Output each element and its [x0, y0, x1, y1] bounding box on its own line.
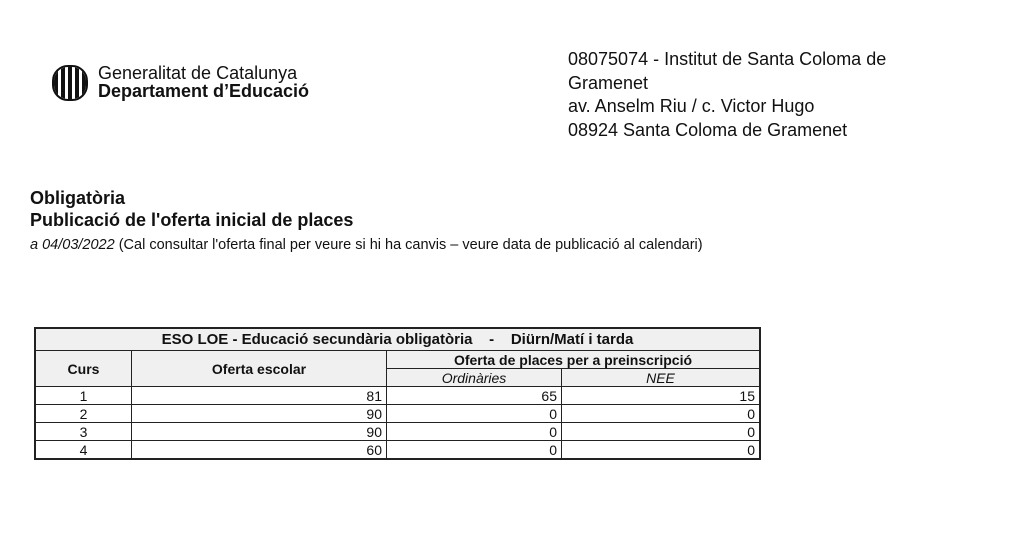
- page-title: [30, 187, 353, 231]
- cell: 0: [562, 405, 761, 423]
- subtitle: [30, 237, 703, 253]
- title-line1: Obligatòria: [30, 188, 126, 208]
- table-title: ESO LOE - Educació secundària obligatòria - Diürn/Matí i tarda: [35, 328, 760, 351]
- cell: 0: [387, 405, 562, 423]
- col-oferta: Oferta escolar: [132, 351, 387, 387]
- department-name: Departament d’Educació: [98, 81, 310, 101]
- generalitat-emblem-icon: [52, 65, 88, 101]
- cell: 65: [387, 387, 562, 405]
- org-name: Generalitat de Catalunya: [98, 63, 298, 83]
- table-row: [35, 423, 760, 441]
- cell: 0: [387, 423, 562, 441]
- cell: 2: [35, 405, 132, 423]
- school-address: [568, 48, 886, 142]
- cell: 90: [132, 423, 387, 441]
- col-group: Oferta de places per a preinscripció: [387, 351, 761, 369]
- cell: 15: [562, 387, 761, 405]
- table-row: [35, 405, 760, 423]
- offer-table: [34, 327, 761, 460]
- address-line: av. Anselm Riu / c. Victor Hugo: [568, 96, 815, 116]
- cell: 1: [35, 387, 132, 405]
- cell: 81: [132, 387, 387, 405]
- cell: 3: [35, 423, 132, 441]
- cell: 4: [35, 441, 132, 460]
- note: (Cal consultar l'oferta final per veure si hi ha canvis – veure data de publicació al calendari): [114, 237, 703, 253]
- cell: 0: [387, 441, 562, 460]
- address-line: 08924 Santa Coloma de Gramenet: [568, 119, 848, 140]
- cell: 60: [132, 441, 387, 460]
- address-line: Gramenet: [568, 72, 649, 93]
- title-line2: Publicació de l'oferta inicial de places: [30, 210, 354, 230]
- col-ordinaries: Ordinàries: [387, 369, 562, 387]
- table-row: [35, 387, 760, 405]
- cell: 90: [132, 405, 387, 423]
- cell: 0: [562, 423, 761, 441]
- logo: [52, 64, 309, 101]
- col-nee: NEE: [562, 369, 761, 387]
- publication-date: a 04/03/2022: [30, 237, 115, 253]
- table-row: [35, 441, 760, 460]
- address-line: 08075074 - Institut de Santa Coloma de: [568, 49, 887, 69]
- col-curs: Curs: [35, 351, 132, 387]
- cell: 0: [562, 441, 761, 460]
